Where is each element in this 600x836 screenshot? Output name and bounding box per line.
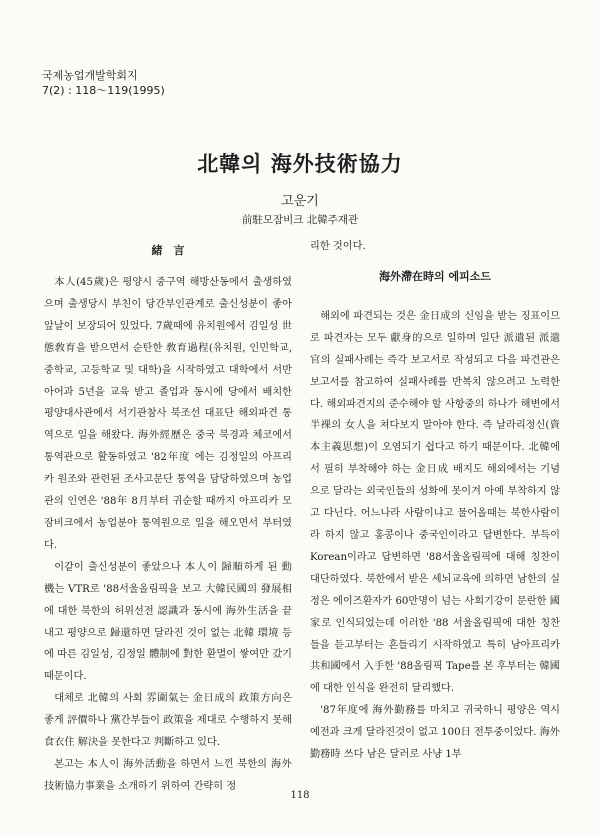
body-paragraph: 해외에 파견되는 것은 金日成의 신임을 받는 징표이므로 파견자는 모두 獻身的으로 일하며 일단 派遣된 派遣官의 실패사례는 즉각 보고서로 작성되고 다음 파견관은 보고서를 참고하여 실패사례를 반복치 않으려고 노력한다. 해외파견지의 준수해야 할 사항중의 하나가 해변에서 半裸의 女人을 쳐다보지 말아야 한다. 즉 날라리정신(資本主義思想)이 오염되기 쉽다고 하기 때문이다. 北韓에서 필히 부착해야 하는 金日成 배지도 해외에서는 기념으로 달라는 외국인들의 성화에 못이겨 아예 부착하지 않고 다닌다. 어느나라 사람이냐고 물어올때는 북한사람이라 하지 않고 홍콩이나 중국인이라고 답변한다. 부득이 Korean이라고 답변하면 '88서울올림픽에 대해 칭찬이 대단하였다. 북한에서 받은 세뇌교육에 의하면 남한의 실정은 에이즈환자가 60만명이 넘는 사회기강이 문란한 國家로 인식되었는데 이러한 '88 서울올림픽에 대한 칭찬들을 듣고부터는 흔들리기 시작하였고 특히 남아프리카共和國에서 入手한 '88올림픽 Tape를 본 후부터는 韓國에 대한 인식을 완전히 달리했다. xyxy=(310,310,560,695)
paper-title: 北韓의 海外技術協力 xyxy=(197,152,403,176)
journal-citation: 7(2) : 118～119(1995) xyxy=(42,84,165,97)
body-paragraph: '87年度에 海外勤務를 마치고 귀국하니 평양은 역시 예전과 크게 달라진것이 없고 100日 전투중이었다. 海外勤務時 쓰다 남은 달러로 사냥 1부 xyxy=(310,705,560,761)
page-number: 118 xyxy=(290,790,310,801)
journal-name: 국제농업개발학회지 xyxy=(42,69,138,82)
left-column xyxy=(44,236,292,798)
section-heading-introduction: 緒 言 xyxy=(151,244,185,257)
author-name: 고운기 xyxy=(281,194,319,209)
author-affiliation: 前駐모잠비크 北韓주재관 xyxy=(241,214,359,226)
continued-text: 리한 것이다. xyxy=(310,241,366,252)
section-heading-episode: 海外滯在時의 에피소드 xyxy=(379,269,491,283)
body-paragraph: 대체로 北韓의 사회 雰圍氣는 金日成의 政策方向은 좋게 評價하나 黨간부들이 政策을 제대로 수행하지 못해 食衣住 解決을 못한다고 判斷하고 있다. xyxy=(44,693,292,749)
body-paragraph: 本人(45歲)은 평양시 중구역 해방산동에서 출생하였으며 출생당시 부친이 당간부인관계로 출신성분이 좋아 앞날이 보장되어 있었다. 7歲때에 유치원에서 김일성 世態敎育을 받으면서 순탄한 敎育過程(유치원, 인민학교, 중학교, 고등학교 및 대학)을 시작하였고 대학에서 서반아어과 5년을 교육 받고 졸업과 동시에 당에서 배치한 평양대사관에서 서기관참사 북조선 대표단 해외파견 통역으로 일을 해왔다. 海外經歷은 중국 북경과 체코에서 통역관으로 활동하였고 '82年度 에는 김정일의 아프리카 원조와 관련된 조사고문단 통역을 담당하였으며 농업관의 인연은 '88年 8月부터 귀순할 때까지 아프리카 모잠비크에서 농업분야 통역원으로 일을 해오면서 부터였다. xyxy=(44,277,292,551)
body-paragraph: 본고는 本人이 海外活動을 하면서 느낀 북한의 海外技術協力事業을 소개하기 위하여 간략히 정 xyxy=(44,758,292,792)
body-paragraph: 이같이 출신성분이 좋았으나 本人이 歸順하게 된 動機는 VTR로 '88서울올림픽을 보고 大韓民國의 發展相에 대한 북한의 허위선전 認識과 동시에 海外生活을 끝내고 평양으로 歸還하면 달라진 것이 없는 北韓 環境 등에 따른 김일성, 김정일 體制에 對한 환멸이 쌓여만 갔기 때문이다. xyxy=(44,561,292,683)
journal-header xyxy=(42,68,165,98)
right-column xyxy=(310,236,560,766)
